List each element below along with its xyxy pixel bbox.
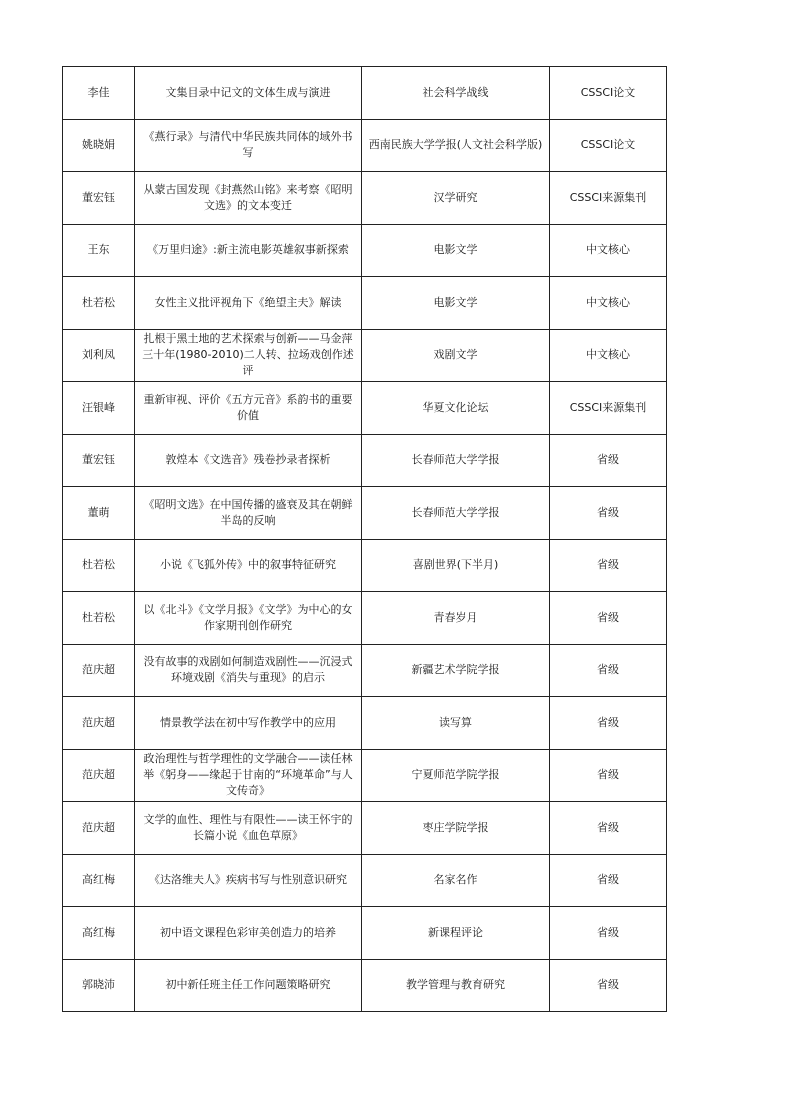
author-cell: 刘利凤 — [63, 329, 135, 382]
level-cell: 省级 — [550, 434, 667, 487]
journal-cell: 新课程评论 — [362, 907, 550, 960]
author-cell: 董宏钰 — [63, 172, 135, 225]
table-row — [63, 172, 667, 225]
table-row — [63, 854, 667, 907]
title-cell: 初中语文课程色彩审美创造力的培养 — [135, 907, 362, 960]
author-cell: 高红梅 — [63, 907, 135, 960]
table-row — [63, 119, 667, 172]
level-cell: 省级 — [550, 907, 667, 960]
title-cell: 政治理性与哲学理性的文学融合——读任林举《躬身——缘起于甘南的“环境革命”与人文传奇》 — [135, 749, 362, 802]
publications-table — [62, 66, 667, 1012]
author-cell: 杜若松 — [63, 592, 135, 645]
title-cell: 小说《飞狐外传》中的叙事特征研究 — [135, 539, 362, 592]
journal-cell: 名家名作 — [362, 854, 550, 907]
author-cell: 王东 — [63, 224, 135, 277]
table-row — [63, 539, 667, 592]
journal-cell: 戏剧文学 — [362, 329, 550, 382]
title-cell: 文集目录中记文的文体生成与演进 — [135, 67, 362, 120]
title-cell: 从蒙古国发现《封燕然山铭》来考察《昭明文选》的文本变迁 — [135, 172, 362, 225]
level-cell: 中文核心 — [550, 277, 667, 330]
level-cell: 省级 — [550, 959, 667, 1012]
table-row — [63, 592, 667, 645]
author-cell: 杜若松 — [63, 277, 135, 330]
journal-cell: 长春师范大学学报 — [362, 487, 550, 540]
table-row — [63, 277, 667, 330]
level-cell: 中文核心 — [550, 224, 667, 277]
journal-cell: 西南民族大学学报(人文社会科学版) — [362, 119, 550, 172]
journal-cell: 汉学研究 — [362, 172, 550, 225]
level-cell: 省级 — [550, 487, 667, 540]
title-cell: 以《北斗》《文学月报》《文学》为中心的女作家期刊创作研究 — [135, 592, 362, 645]
author-cell: 郭晓沛 — [63, 959, 135, 1012]
level-cell: 省级 — [550, 749, 667, 802]
journal-cell: 读写算 — [362, 697, 550, 750]
journal-cell: 电影文学 — [362, 224, 550, 277]
table-row — [63, 644, 667, 697]
level-cell: 省级 — [550, 644, 667, 697]
journal-cell: 华夏文化论坛 — [362, 382, 550, 435]
author-cell: 范庆超 — [63, 697, 135, 750]
journal-cell: 社会科学战线 — [362, 67, 550, 120]
table-row — [63, 382, 667, 435]
title-cell: 重新审视、评价《五方元音》系韵书的重要价值 — [135, 382, 362, 435]
table-row — [63, 959, 667, 1012]
author-cell: 高红梅 — [63, 854, 135, 907]
journal-cell: 教学管理与教育研究 — [362, 959, 550, 1012]
journal-cell: 青春岁月 — [362, 592, 550, 645]
level-cell: 省级 — [550, 539, 667, 592]
title-cell: 敦煌本《文选音》残卷抄录者探析 — [135, 434, 362, 487]
level-cell: 省级 — [550, 592, 667, 645]
title-cell: 情景教学法在初中写作教学中的应用 — [135, 697, 362, 750]
level-cell: 省级 — [550, 802, 667, 855]
title-cell: 女性主义批评视角下《绝望主夫》解读 — [135, 277, 362, 330]
journal-cell: 新疆艺术学院学报 — [362, 644, 550, 697]
title-cell: 《燕行录》与清代中华民族共同体的域外书写 — [135, 119, 362, 172]
table-row — [63, 697, 667, 750]
author-cell: 杜若松 — [63, 539, 135, 592]
table-row — [63, 224, 667, 277]
author-cell: 董萌 — [63, 487, 135, 540]
title-cell: 扎根于黑土地的艺术探索与创新——马金萍三十年(1980-2010)二人转、拉场戏创作述评 — [135, 329, 362, 382]
author-cell: 汪银峰 — [63, 382, 135, 435]
author-cell: 范庆超 — [63, 749, 135, 802]
journal-cell: 喜剧世界(下半月) — [362, 539, 550, 592]
journal-cell: 电影文学 — [362, 277, 550, 330]
table-row — [63, 487, 667, 540]
title-cell: 没有故事的戏剧如何制造戏剧性——沉浸式环境戏剧《消失与重现》的启示 — [135, 644, 362, 697]
title-cell: 《达洛维夫人》疾病书写与性别意识研究 — [135, 854, 362, 907]
title-cell: 文学的血性、理性与有限性——读王怀宇的长篇小说《血色草原》 — [135, 802, 362, 855]
table-row — [63, 907, 667, 960]
table-row — [63, 434, 667, 487]
journal-cell: 枣庄学院学报 — [362, 802, 550, 855]
journal-cell: 长春师范大学学报 — [362, 434, 550, 487]
title-cell: 《万里归途》:新主流电影英雄叙事新探索 — [135, 224, 362, 277]
author-cell: 姚晓娟 — [63, 119, 135, 172]
table-row — [63, 329, 667, 382]
table-row — [63, 802, 667, 855]
level-cell: 省级 — [550, 697, 667, 750]
title-cell: 《昭明文选》在中国传播的盛衰及其在朝鲜半岛的反响 — [135, 487, 362, 540]
level-cell: CSSCI论文 — [550, 119, 667, 172]
level-cell: CSSCI论文 — [550, 67, 667, 120]
table-row — [63, 67, 667, 120]
level-cell: CSSCI来源集刊 — [550, 382, 667, 435]
author-cell: 范庆超 — [63, 644, 135, 697]
author-cell: 李佳 — [63, 67, 135, 120]
level-cell: CSSCI来源集刊 — [550, 172, 667, 225]
publications-table-body — [63, 67, 667, 1012]
level-cell: 省级 — [550, 854, 667, 907]
table-row — [63, 749, 667, 802]
journal-cell: 宁夏师范学院学报 — [362, 749, 550, 802]
author-cell: 范庆超 — [63, 802, 135, 855]
author-cell: 董宏钰 — [63, 434, 135, 487]
title-cell: 初中新任班主任工作问题策略研究 — [135, 959, 362, 1012]
level-cell: 中文核心 — [550, 329, 667, 382]
